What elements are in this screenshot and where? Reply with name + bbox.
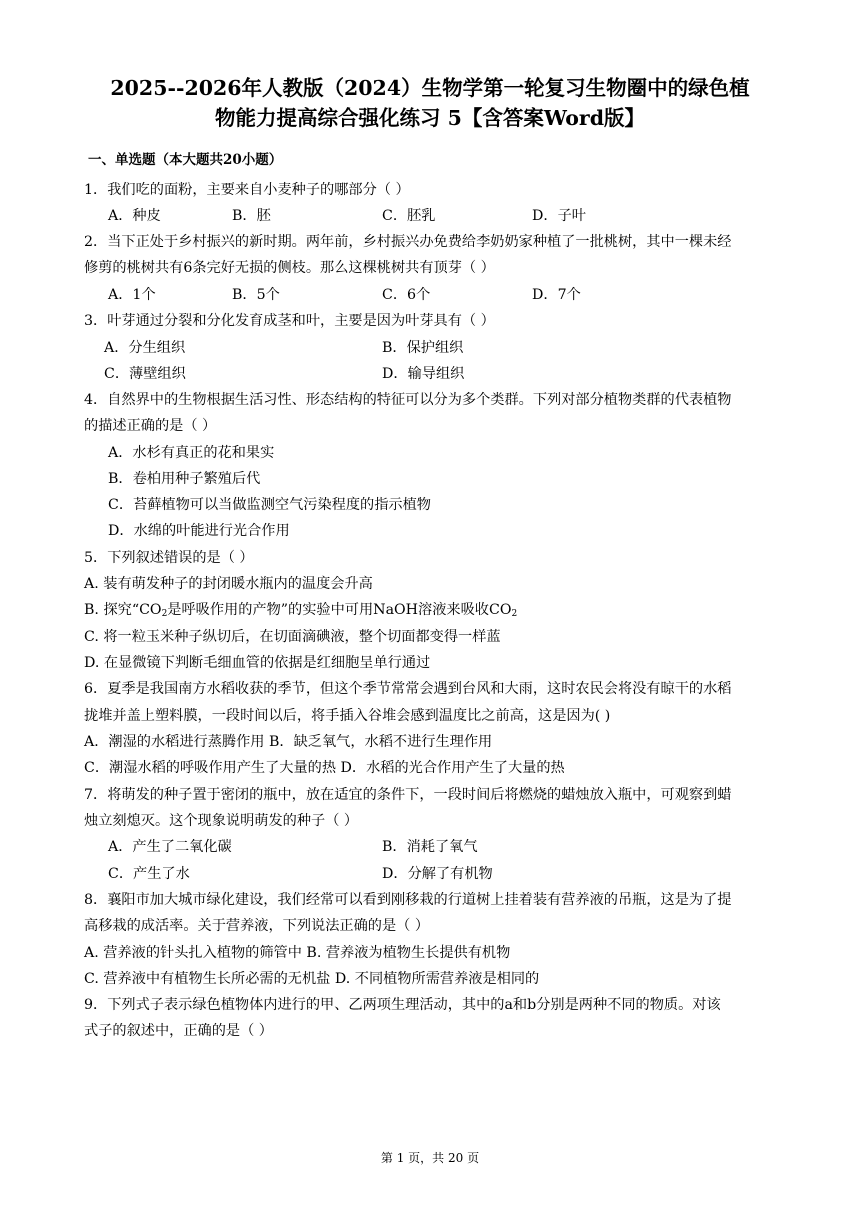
question-8-options-ab: A. 营养液的针头扎入植物的筛管中 B. 营养液为植物生长提供有机物 — [84, 945, 511, 961]
question-2-option-a: A．1个 — [108, 287, 156, 303]
question-9-stem-line-1: 9．下列式子表示绿色植物体内进行的甲、乙两项生理活动，其中的a和b分别是两种不同的物质。对该 — [84, 997, 721, 1013]
co2-subscript: 2 — [161, 609, 168, 619]
question-1-stem: 1．我们吃的面粉，主要来自小麦种子的哪部分（ ） — [84, 182, 410, 198]
question-2-stem-line-2: 修剪的桃树共有6条完好无损的侧枝。那么这棵桃树共有顶芽（ ） — [84, 260, 495, 276]
question-4-option-c: C．苔藓植物可以当做监测空气污染程度的指示植物 — [108, 497, 431, 513]
document-title-line-1: 2025--2026年人教版（2024）生物学第一轮复习生物圈中的绿色植 — [110, 76, 750, 100]
question-6-stem-line-1: 6．夏季是我国南方水稻收获的季节，但这个季节常常会遇到台风和大雨，这时农民会将没有晾干的水稻 — [84, 681, 732, 697]
document-title-line-2: 物能力提高综合强化练习 5【含答案Word版】 — [214, 106, 646, 130]
question-4-stem-line-2: 的描述正确的是（ ） — [84, 418, 217, 434]
question-7-option-d: D．分解了有机物 — [382, 866, 493, 882]
question-3-option-a: A．分生组织 — [104, 340, 186, 356]
question-5-option-b-text-1: B. 探究“CO — [84, 602, 162, 618]
section-heading: 一、单选题（本大题共20小题） — [88, 152, 283, 168]
question-9-stem-line-2: 式子的叙述中，正确的是（ ） — [84, 1023, 273, 1039]
question-7-stem-line-1: 7．将萌发的种子置于密闭的瓶中，放在适宜的条件下，一段时间后将燃烧的蜡烛放入瓶中，可观察到蜡 — [84, 787, 732, 803]
question-4-stem-line-1: 4．自然界中的生物根据生活习性、形态结构的特征可以分为多个类群。下列对部分植物类群的代表植物 — [84, 392, 732, 408]
question-6-stem-line-2: 拢堆并盖上塑料膜，一段时间以后，将手插入谷堆会感到温度比之前高，这是因为( ) — [84, 708, 611, 724]
question-5-option-b-text-2: 是呼吸作用的产物”的实验中可用NaOH溶液来吸收CO — [167, 602, 512, 618]
question-5-option-d: D. 在显微镜下判断毛细血管的依据是红细胞呈单行通过 — [84, 655, 431, 671]
question-4-option-a: A．水杉有真正的花和果实 — [108, 445, 275, 461]
question-3-option-d: D．输导组织 — [382, 366, 465, 382]
question-2-option-c: C．6个 — [382, 287, 431, 303]
question-7-option-b: B．消耗了氧气 — [382, 839, 478, 855]
question-1-option-b: B．胚 — [232, 208, 271, 224]
question-4-option-b: B．卷柏用种子繁殖后代 — [108, 471, 261, 487]
question-2-stem-line-1: 2．当下正处于乡村振兴的新时期。两年前，乡村振兴办免费给李奶奶家种植了一批桃树，其中一棵未经 — [84, 234, 732, 250]
question-1-option-c: C．胚乳 — [382, 208, 436, 224]
question-7-option-c: C．产生了水 — [108, 866, 190, 882]
question-6-options-cd: C．潮湿水稻的呼吸作用产生了大量的热 D．水稻的光合作用产生了大量的热 — [84, 760, 565, 776]
question-3-option-b: B．保护组织 — [382, 340, 464, 356]
page-footer: 第 1 页，共 20 页 — [380, 1151, 480, 1165]
question-3-stem: 3．叶芽通过分裂和分化发育成茎和叶，主要是因为叶芽具有（ ） — [84, 313, 495, 329]
question-5-option-c: C. 将一粒玉米种子纵切后，在切面滴碘液，整个切面都变得一样蓝 — [84, 629, 501, 645]
question-8-options-cd: C. 营养液中有植物生长所必需的无机盐 D. 不同植物所需营养液是相同的 — [84, 971, 540, 987]
question-5-option-a: A. 装有萌发种子的封闭暖水瓶内的温度会升高 — [84, 576, 373, 592]
question-7-stem-line-2: 烛立刻熄灭。这个现象说明萌发的种子（ ） — [84, 813, 359, 829]
co2-subscript: 2 — [511, 609, 518, 619]
question-5-stem: 5．下列叙述错误的是（ ） — [84, 550, 254, 566]
question-2-option-d: D．7个 — [532, 287, 581, 303]
question-7-option-a: A．产生了二氧化碳 — [108, 839, 232, 855]
question-4-option-d: D．水绵的叶能进行光合作用 — [108, 523, 290, 539]
question-6-options-ab: A．潮湿的水稻进行蒸腾作用 B．缺乏氧气，水稻不进行生理作用 — [84, 734, 493, 750]
question-1-option-d: D．子叶 — [532, 208, 586, 224]
question-5-option-b — [84, 600, 517, 624]
question-3-option-c: C．薄壁组织 — [104, 366, 186, 382]
question-8-stem-line-1: 8．襄阳市加大城市绿化建设，我们经常可以看到刚移栽的行道树上挂着装有营养液的吊瓶，这是为了提 — [84, 892, 732, 908]
question-1-option-a: A．种皮 — [108, 208, 161, 224]
question-8-stem-line-2: 高移栽的成活率。关于营养液，下列说法正确的是（ ） — [84, 918, 430, 934]
question-2-option-b: B．5个 — [232, 287, 280, 303]
